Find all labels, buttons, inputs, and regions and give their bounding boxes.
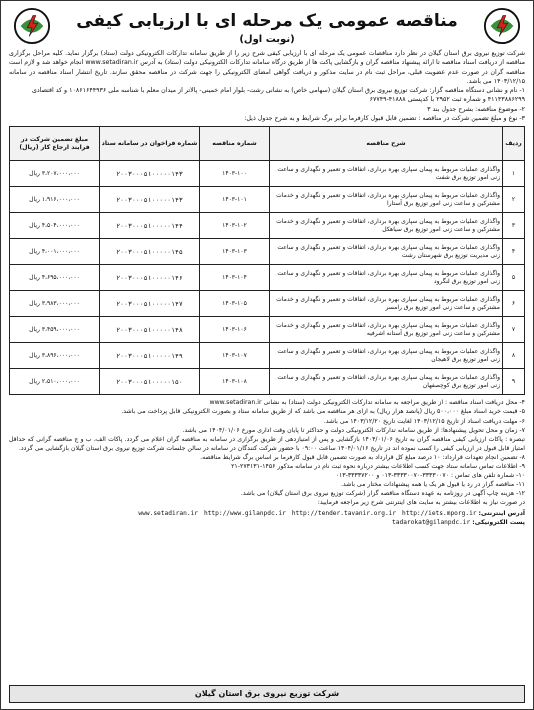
row-amount: ۴،۵۰۴،۰۰۰،۰۰۰ ریال — [10, 213, 100, 239]
row-tender: ۱۴۰۳-۱۰۱ — [200, 187, 270, 213]
row-number: ۲ — [503, 187, 525, 213]
tender-table — [9, 126, 525, 395]
link-gilanpdc[interactable]: http://www.gilanpdc.ir — [203, 509, 286, 517]
row-setad: ۲۰۰۳۰۰۰۵۱۰۰۰۰۰۱۴۹ — [100, 343, 200, 369]
note-item: ۱۲- هزینه چاپ آگهی در روزنامه به عهده دستگاه مناقصه گزار (شرکت توزیع نیروی برق استان گیلان) می باشد. — [240, 490, 525, 498]
table-row — [10, 213, 525, 239]
company-logo-icon — [483, 7, 521, 45]
note-item: ۶- مهلت دریافت اسناد از تاریخ ۱۴۰۳/۱۲/۱۵ لغایت تاریخ ۱۴۰۳/۱۲/۲۰ می باشد. — [323, 417, 525, 425]
row-tender: ۱۴۰۳-۱۰۲ — [200, 213, 270, 239]
row-amount: ۴،۶۹۵،۰۰۰،۰۰۰ ریال — [10, 265, 100, 291]
row-desc: واگذاری عملیات مربوط به پیمان سپاری بهره برداری، اتفاقات و تعمیر و نگهداری و ساعت زنی امور توزیع برق کوچصفهان — [270, 369, 503, 395]
row-desc: واگذاری عملیات مربوط به پیمان سپاری بهره برداری، اتفاقات و تعمیر و نگهداری و خدمات مشترکین و ساعت زنی امور توزیع برق آستانه اشرفیه — [270, 317, 503, 343]
links-row — [9, 509, 525, 519]
note-item: ۸- تضمین انجام تعهدات قرارداد: ۱۰ درصد مبلغ کل قرارداد به صورت تضمین قابل قبول کارفرما بر اساس برگ شرایط مناقصه. — [200, 453, 525, 461]
notes-section — [9, 398, 525, 507]
row-tender: ۱۴۰۳-۱۰۳ — [200, 239, 270, 265]
row-amount: ۴،۰۰۱،۰۰۰،۰۰۰ ریال — [10, 239, 100, 265]
company-logo-icon — [13, 7, 51, 45]
row-tender: ۱۴۰۳-۱۰۴ — [200, 265, 270, 291]
table-header-row — [10, 127, 525, 161]
note-item: ۹- اطلاعات تماس سامانه ستاد جهت کسب اطلاعات بیشتر درباره نحوه ثبت نام در سامانه مذکور ۱۴۵۶-۲۷۳۱۳۱-۲۱ — [231, 463, 525, 471]
row-number: ۴ — [503, 239, 525, 265]
email-row — [9, 518, 525, 528]
table-row — [10, 187, 525, 213]
row-tender: ۱۴۰۳-۱۰۶ — [200, 317, 270, 343]
link-iets[interactable]: http://iets.mporg.ir — [402, 509, 477, 517]
row-number: ۳ — [503, 213, 525, 239]
table-row — [10, 317, 525, 343]
row-amount: ۳،۲۰۷،۰۰۰،۰۰۰ ریال — [10, 161, 100, 187]
row-number: ۷ — [503, 317, 525, 343]
row-number: ۶ — [503, 291, 525, 317]
note-item: ۷- زمان و محل تحویل پیشنهادها: از طریق سامانه تدارکات الکترونیکی دولت و حداکثر تا پایان وقت اداری مورخ ۱۴۰۴/۰۱/۰۶ می باشد. — [182, 426, 525, 434]
email-link[interactable]: tadarokat@gilanpdc.ir — [392, 519, 471, 526]
row-setad: ۲۰۰۳۰۰۰۵۱۰۰۰۰۰۱۴۷ — [100, 291, 200, 317]
row-desc: واگذاری عملیات مربوط به پیمان سپاری بهره برداری، اتفاقات و تعمیر و نگهداری و خدمات مشترکین و ساعت زنی امور توزیع برق رامسر — [270, 291, 503, 317]
note-item: ۱۱- مناقصه گزار در رد یا قبول هر یک یا همه پیشنهادات مختار می باشد. — [340, 481, 525, 489]
row-amount: ۳،۸۹۶،۰۰۰،۰۰۰ ریال — [10, 343, 100, 369]
table-row — [10, 291, 525, 317]
table-row — [10, 343, 525, 369]
table-row — [10, 161, 525, 187]
row-amount: ۲،۵۱۰،۰۰۰،۰۰۰ ریال — [10, 369, 100, 395]
row-number: ۱ — [503, 161, 525, 187]
col-tender: شماره مناقصه — [200, 127, 270, 161]
row-setad: ۲۰۰۳۰۰۰۵۱۰۰۰۰۰۱۴۳ — [100, 187, 200, 213]
row-desc: واگذاری عملیات مربوط به پیمان سپاری بهره برداری، اتفاقات و تعمیر و نگهداری و خدمات مشترکین و ساعت زنی امور توزیع برق سیاهکل — [270, 213, 503, 239]
intro-paragraph: شرکت توزیع نیروی برق استان گیلان در نظر دارد مناقصات عمومی یک مرحله ای با ارزیابی کیفی شرح زیر را از طریق سامانه تدارکات الکترونیکی دولت (ستاد) برگزار نماید. کلیه مراحل برگزاری مناقصه از دریافت اسناد مناقصه تا ارائه پیشنهاد مناقصه گران و بازگشایی پاکت ها از طریق درگاه سامانه تدارکات الکترونیکی دولت (ستاد) به آدرس www.setadiran.ir انجام خواهد شد و لازم است مناقصه گران در صورت عدم عضویت قبلی، مراحل ثبت نام در سایت مذکور و دریافت گواهی امضای الکترونیکی را جهت شرکت در مناقصه محقق سازند. تاریخ انتشار اسناد مناقصه در سامانه ۱۴۰۳/۱۲/۱۵ می باشد. — [9, 50, 525, 85]
col-row: ردیف — [503, 127, 525, 161]
note-item: ۴- محل دریافت اسناد مناقصه : از طریق مراجعه به سامانه تدارکات الکترونیکی دولت (ستاد) به نشانی www.setadiran.ir — [209, 399, 525, 407]
notice-round: (نوبت اول) — [239, 34, 295, 45]
row-tender: ۱۴۰۳-۱۰۸ — [200, 369, 270, 395]
footer-banner: شرکت توزیع نیروی برق استان گیلان — [9, 685, 525, 703]
row-setad: ۲۰۰۳۰۰۰۵۱۰۰۰۰۰۱۴۶ — [100, 265, 200, 291]
links-label: آدرس اینترنتی: — [478, 509, 525, 517]
col-desc: شرح مناقصه — [270, 127, 503, 161]
row-setad: ۲۰۰۳۰۰۰۵۱۰۰۰۰۰۱۴۸ — [100, 317, 200, 343]
links-section — [9, 509, 525, 528]
row-desc: واگذاری عملیات مربوط به پیمان سپاری بهره برداری، اتفاقات و تعمیر و نگهداری و ساعت زنی امور توزیع برق لاهیجان — [270, 343, 503, 369]
table-row — [10, 265, 525, 291]
row-number: ۸ — [503, 343, 525, 369]
note-item: ۵- قیمت خرید اسناد مبلغ ۵۰۰،۰۰۰ ریال (پانصد هزار ریال) به ازای هر مناقصه می باشد که از طریق سامانه ستاد و بصورت الکترونیکی قابل پرداخت می باشد. — [121, 408, 525, 416]
note-item: تبصره : پاکات ارزیابی کیفی مناقصه گران به تاریخ ۱۴۰۴/۰۱/۰۶ بازگشایی و پس از امتیازدهی از طریق برگزاری در سامانه به مناقصه گران اعلام می گردد. پاکات الف، ب و ج مناقصه گرانی که حداقل امتیاز قابل قبول در ارزیابی کیفی را کسب نموده اند در تاریخ ۱۴۰۴/۰۱/۱۶ ساعت ۰۹:۰۰ با حضور شرکت کنندگان در سامانه در سالن جلسات شرکت توزیع نیروی برق استان گیلان بازگشایی می گردد. — [9, 435, 526, 452]
link-tavanir[interactable]: http://tender.tavanir.org.ir — [291, 509, 397, 517]
page-title: مناقصه عمومی یک مرحله ای با ارزیابی کیفی — [76, 11, 458, 31]
row-desc: واگذاری عملیات مربوط به پیمان سپاری بهره برداری، اتفاقات و تعمیر و نگهداری و ساعت زنی مدیریت توزیع برق شهرستان رشت — [270, 239, 503, 265]
row-setad: ۲۰۰۳۰۰۰۵۱۰۰۰۰۰۱۴۵ — [100, 239, 200, 265]
guarantee-info: ۳- نوع و مبلغ تضمین شرکت در مناقصه : تضمین قابل قبول کارفرما برابر برگ شرایط و به شرح جدول ذیل: — [244, 115, 525, 123]
row-desc: واگذاری عملیات مربوط به پیمان سپاری بهره برداری، اتفاقات و تعمیر و نگهداری و خدمات مشترکین و ساعت زنی امور توزیع برق آستارا — [270, 187, 503, 213]
col-amount: مبلغ تضمین شرکت در فرایند ارجاع کار (ریال) — [10, 127, 100, 161]
note-item: ۱۰- شماره تلفن های تماس : ۳۳۳۳۰۰۷۰-۳۳۳۳۰۰۷۰-۰۱۳ و ۳۳۳۳۷۲۰۰-۰۱۳ — [335, 472, 525, 480]
note-item: در صورت نیاز به اطلاعات بیشتر به سایت های اینترنتی شرح زیر مراجعه فرمایید: — [317, 499, 525, 507]
row-setad: ۲۰۰۳۰۰۰۵۱۰۰۰۰۰۱۴۴ — [100, 213, 200, 239]
row-amount: ۳،۴۵۹،۰۰۰،۰۰۰ ریال — [10, 317, 100, 343]
header — [9, 7, 525, 47]
table-row — [10, 239, 525, 265]
row-tender: ۱۴۰۳-۱۰۵ — [200, 291, 270, 317]
row-desc: واگذاری عملیات مربوط به پیمان سپاری بهره برداری، اتفاقات و تعمیر و نگهداری و ساعت زنی امور توزیع برق لنگرود — [270, 265, 503, 291]
row-desc: واگذاری عملیات مربوط به پیمان سپاری بهره برداری، اتفاقات و تعمیر و نگهداری و ساعت زنی امور توزیع برق شفت — [270, 161, 503, 187]
row-amount: ۱،۹۱۶،۰۰۰،۰۰۰ ریال — [10, 187, 100, 213]
tender-subject: ۲- موضوع مناقصه: بشرح جدول بند ۳ — [427, 105, 525, 113]
employer-info: ۱- نام و نشانی دستگاه مناقصه گزار: شرکت توزیع نیروی برق استان گیلان (سهامی خاص) به نشانی رشت- بلوار امام خمینی- پالاتر از میدان معلم با شناسه ملی ۱۰۸۶۱۶۴۴۹۳۶ و کد اقتصادی ۴۱۱۴۳۸۸۶۲۹۹ و شماره ثبت ۲۹۵۲ با کدپستی ۴۱۸۸۸-۶۷۷۴۹ — [31, 87, 525, 104]
row-number: ۹ — [503, 369, 525, 395]
row-tender: ۱۴۰۳-۱۰۷ — [200, 343, 270, 369]
col-setad: شماره فراخوان در سامانه ستاد — [100, 127, 200, 161]
link-setad[interactable]: www.setadiran.ir — [138, 509, 199, 517]
row-number: ۵ — [503, 265, 525, 291]
row-tender: ۱۴۰۳-۱۰۰ — [200, 161, 270, 187]
table-row — [10, 369, 525, 395]
row-setad: ۲۰۰۳۰۰۰۵۱۰۰۰۰۰۱۵۰ — [100, 369, 200, 395]
email-label: پست الکترونیکی: — [472, 519, 525, 526]
row-setad: ۲۰۰۳۰۰۰۵۱۰۰۰۰۰۱۴۳ — [100, 161, 200, 187]
row-amount: ۳،۹۸۳،۰۰۰،۰۰۰ ریال — [10, 291, 100, 317]
